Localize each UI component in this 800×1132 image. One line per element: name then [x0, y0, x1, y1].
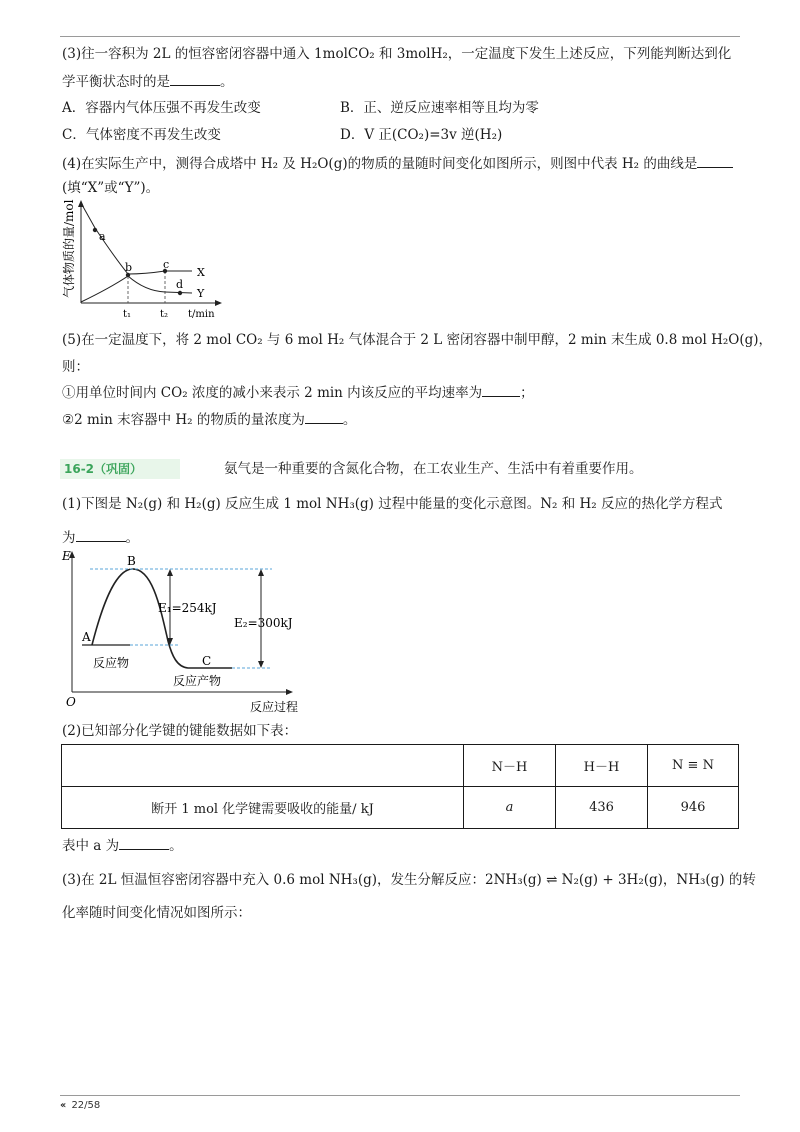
table-row	[62, 787, 739, 829]
table-cell: 断开 1 mol 化学键需要吸收的能量/ kJ	[62, 787, 464, 829]
table-cell: 436	[556, 787, 648, 829]
label-x: X	[197, 266, 205, 279]
origin-label: O	[66, 695, 76, 709]
p1-stem-suffix: 。	[125, 530, 139, 546]
q5-sub2-suffix: 。	[342, 412, 357, 428]
table-header-cell: N ≡ N	[648, 745, 739, 787]
point-a	[93, 228, 97, 232]
e2-arrow-top	[258, 569, 264, 576]
table-header-cell: N－H	[464, 745, 556, 787]
q5-sub1	[62, 382, 534, 403]
answer-blank[interactable]	[119, 835, 169, 850]
table-header-cell	[62, 745, 464, 787]
y-axis-label: 气体物质的量/mol	[62, 199, 76, 298]
y-axis-label-e: E	[62, 549, 71, 563]
p2-after	[62, 835, 183, 856]
q5-sub1-suffix: ；	[520, 385, 534, 401]
tick-t1: t₁	[123, 309, 132, 320]
products-label: 反应产物	[173, 674, 222, 688]
e1-arrow-top	[167, 569, 173, 576]
p3-stem-line2: 化率随时间变化情况如图所示：	[62, 905, 251, 921]
x-axis-label: t/min	[188, 309, 215, 320]
q4-stem-line1	[62, 153, 733, 174]
table-header-row	[62, 745, 739, 787]
x-axis-arrow	[286, 689, 293, 695]
x-axis-label: 反应过程	[250, 700, 299, 714]
chevron-left-icon: ‹‹	[60, 1100, 65, 1111]
section-intro: 氨气是一种重要的含氮化合物，在工农业生产、生活中有着重要作用。	[224, 461, 643, 477]
label-c: C	[202, 654, 212, 668]
q5-sub2-text: ②2 min 末容器中 H₂ 的物质的量浓度为	[62, 412, 305, 428]
q3-option-c: C．气体密度不再发生改变	[62, 127, 221, 143]
q4-stem-line2: (填“X”或“Y”)。	[62, 180, 160, 196]
p3-stem-line1: (3)在 2L 恒温恒容密闭容器中充入 0.6 mol NH₃(g)，发生分解反应：2NH₃(g) ⇌ N₂(g) + 3H₂(g)，NH₃(g) 的转	[62, 872, 756, 888]
label-b: b	[125, 261, 133, 274]
amount-time-graph	[60, 198, 230, 324]
q3-option-a: A．容器内气体压强不再发生改变	[62, 100, 261, 116]
footer-rule	[60, 1095, 740, 1096]
section-tag: 16-2（巩固）	[60, 459, 180, 479]
x-axis-arrow	[215, 300, 222, 306]
answer-blank[interactable]	[697, 153, 733, 168]
label-d: d	[176, 278, 184, 291]
q3-stem-line1: (3)往一容积为 2L 的恒容密闭容器中通入 1molCO₂ 和 3molH₂，一定温度下发生上述反应，下列能判断达到化	[62, 46, 732, 62]
label-b: B	[127, 554, 136, 568]
point-d	[178, 291, 182, 295]
p2-stem: (2)已知部分化学键的键能数据如下表：	[62, 723, 298, 739]
bond-energy-table	[61, 744, 739, 829]
q3-stem-suffix: 。	[220, 74, 234, 90]
curve-x	[81, 203, 192, 274]
label-a: A	[82, 630, 91, 644]
q3-stem-line2	[62, 71, 234, 92]
table-cell: a	[464, 787, 556, 829]
q5-stem-line2: 则：	[62, 359, 89, 375]
q3-option-d: D．V 正(CO₂)=3v 逆(H₂)	[340, 127, 503, 143]
p1-stem-prefix: 为	[62, 530, 76, 546]
answer-blank[interactable]	[76, 527, 126, 542]
answer-blank[interactable]	[170, 71, 220, 86]
p1-stem-line2	[62, 527, 139, 548]
q4-stem-text: (4)在实际生产中，测得合成塔中 H₂ 及 H₂O(g)的物质的量随时间变化如图所示，则图中代表 H₂ 的曲线是	[62, 156, 698, 172]
table-header-cell: H－H	[556, 745, 648, 787]
page-footer	[60, 1100, 100, 1111]
answer-blank[interactable]	[305, 409, 343, 424]
energy-diagram	[60, 546, 300, 718]
q5-sub1-text: ①用单位时间内 CO₂ 浓度的减小来表示 2 min 内该反应的平均速率为	[62, 385, 483, 401]
e2-arrow-bottom	[258, 661, 264, 668]
q3-stem-prefix: 学平衡状态时的是	[62, 74, 170, 90]
answer-blank[interactable]	[482, 382, 520, 397]
table-cell: 946	[648, 787, 739, 829]
header-rule	[60, 36, 740, 37]
p1-stem-line1: (1)下图是 N₂(g) 和 H₂(g) 反应生成 1 mol NH₃(g) 过程中能量的变化示意图。N₂ 和 H₂ 反应的热化学方程式	[62, 496, 723, 512]
e1-label: E₁=254kJ	[158, 601, 217, 615]
p2-after-suffix: 。	[169, 838, 183, 854]
page-number: 22/58	[71, 1100, 101, 1111]
label-y: Y	[197, 287, 205, 300]
reactants-label: 反应物	[93, 656, 130, 670]
q5-stem-line1: (5)在一定温度下，将 2 mol CO₂ 与 6 mol H₂ 气体混合于 2 L 密闭容器中制甲醇，2 min 末生成 0.8 mol H₂O(g)，	[62, 332, 773, 348]
e2-label: E₂=300kJ	[234, 616, 293, 630]
q3-option-b: B．正、逆反应速率相等且均为零	[340, 100, 539, 116]
label-a: a	[99, 230, 106, 243]
q5-sub2	[62, 409, 356, 430]
label-c: c	[163, 258, 170, 271]
tick-t2: t₂	[160, 309, 169, 320]
p2-after-text: 表中 a 为	[62, 838, 120, 854]
